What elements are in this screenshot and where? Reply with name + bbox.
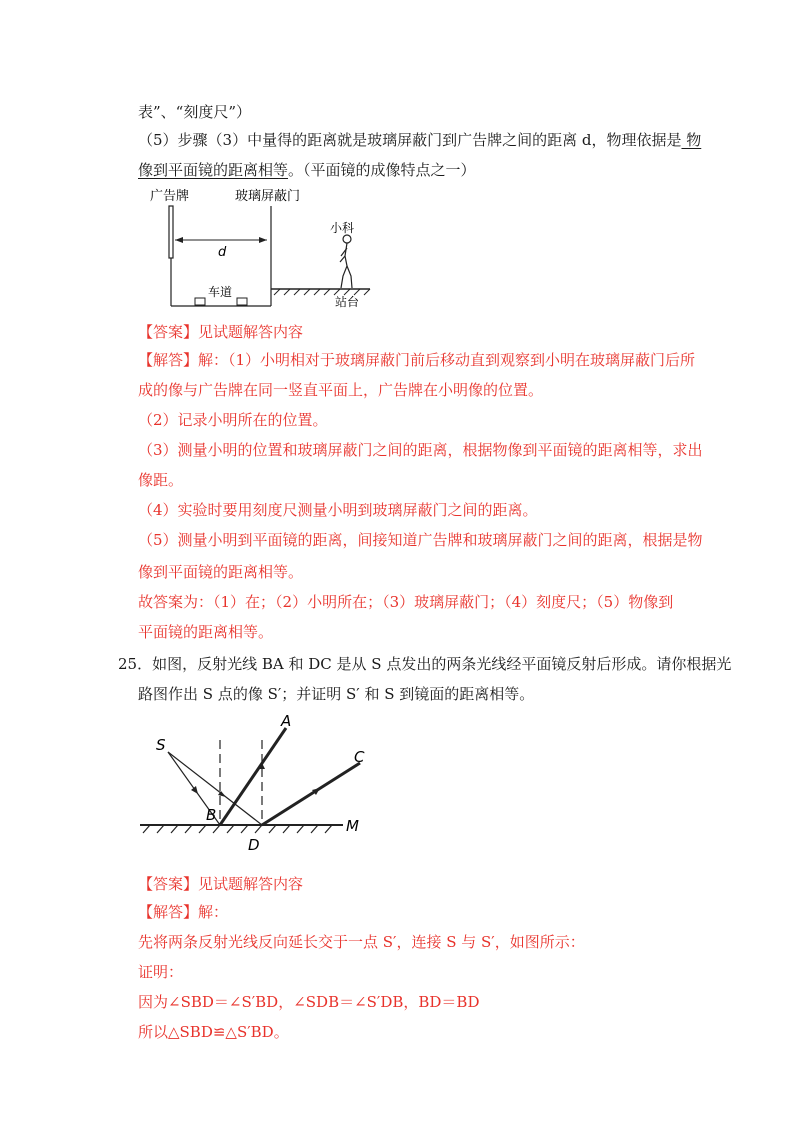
solution-2-line1: 先将两条反射光线反向延长交于一点 S′，连接 S 与 S′，如图所示： (138, 933, 585, 951)
ad-label: 广告牌 (150, 189, 190, 204)
answer-tag-2: 【答案】见试题解答内容 (138, 875, 304, 893)
reflected-ray-BA (220, 728, 286, 825)
continued-line: 表”、“刻度尺”） (138, 103, 252, 121)
train-wheels-icon (195, 298, 247, 305)
final-answer-b: 平面镜的距离相等。 (138, 623, 274, 641)
question-25-line1: 25．如图，反射光线 BA 和 DC 是从 S 点发出的两条光线经平面镜反射后形成。请你根据光 (118, 655, 732, 673)
road-label: 车道 (208, 285, 233, 299)
point-C-label: C (354, 748, 365, 766)
question-5-line (138, 130, 701, 150)
question-5-line2 (138, 160, 476, 180)
arrow-right-head (259, 237, 267, 243)
solution-line-1 (138, 350, 695, 370)
solution-2-line3: 因为∠SBD＝∠S′BD，∠SDB＝∠S′DB，BD＝BD (138, 993, 480, 1011)
question-5-text: （5）步骤（3）中量得的距离就是玻璃屏蔽门到广告牌之间的距离 d，物理依据是 (138, 131, 682, 149)
solution-step-5b: 像到平面镜的距离相等。 (138, 563, 304, 581)
answer-tag: 【答案】见试题解答内容 (138, 323, 304, 341)
final-answer-a: 故答案为：（1）在；（2）小明所在；（3）玻璃屏蔽门；（4）刻度尺；（5）物像到 (138, 593, 674, 611)
mirror-hatching (143, 825, 332, 833)
point-B-label: B (206, 806, 217, 824)
reflected-ray-DC (262, 763, 360, 825)
solution-step-2: （2）记录小明所在的位置。 (138, 411, 328, 429)
point-S-label: S (156, 736, 166, 754)
solution-step-5a: （5）测量小明到平面镜的距离，间接知道广告牌和玻璃屏蔽门之间的距离，根据是物 (138, 531, 703, 549)
person-label: 小科 (330, 221, 355, 235)
solution-head: 【解答】解： (138, 351, 229, 369)
point-D-label: D (248, 836, 260, 854)
person-figure-icon (340, 235, 352, 288)
platform-label: 站台 (335, 295, 360, 309)
solution-step-1b: 成的像与广告牌在同一竖直平面上，广告牌在小明像的位置。 (138, 381, 544, 399)
solution-head-2: 【解答】解： (138, 903, 229, 921)
point-M-label: M (346, 817, 359, 835)
solution-2-line2: 证明： (138, 963, 184, 981)
arrow-SB-icon (191, 786, 198, 794)
question-25-line2: 路图作出 S 点的像 S′；并证明 S′ 和 S 到镜面的距离相等。 (138, 685, 535, 703)
point-A-label: A (281, 712, 292, 730)
d-label: d (218, 245, 227, 260)
arrow-left-head (175, 237, 183, 243)
door-label: 玻璃屏蔽门 (235, 189, 301, 204)
solution-step-1a: （1）小明相对于玻璃屏蔽门前后移动直到观察到小明在玻璃屏蔽门后所 (228, 351, 696, 369)
question-5-answer-part1: 物 (681, 131, 702, 149)
light-path-figure (138, 710, 378, 855)
platform-figure (140, 186, 400, 312)
solution-2-line4: 所以△SBD≌△S′BD。 (138, 1023, 289, 1041)
solution-step-4: （4）实验时要用刻度尺测量小明到玻璃屏蔽门之间的距离。 (138, 501, 538, 519)
ad-board (169, 206, 173, 258)
question-5-note: 。（平面镜的成像特点之一） (288, 161, 476, 179)
solution-step-3b: 像距。 (138, 471, 184, 489)
solution-step-3a: （3）测量小明的位置和玻璃屏蔽门之间的距离，根据物像到平面镜的距离相等，求出 (138, 441, 703, 459)
question-5-answer-part2: 像到平面镜的距离相等 (138, 161, 289, 179)
